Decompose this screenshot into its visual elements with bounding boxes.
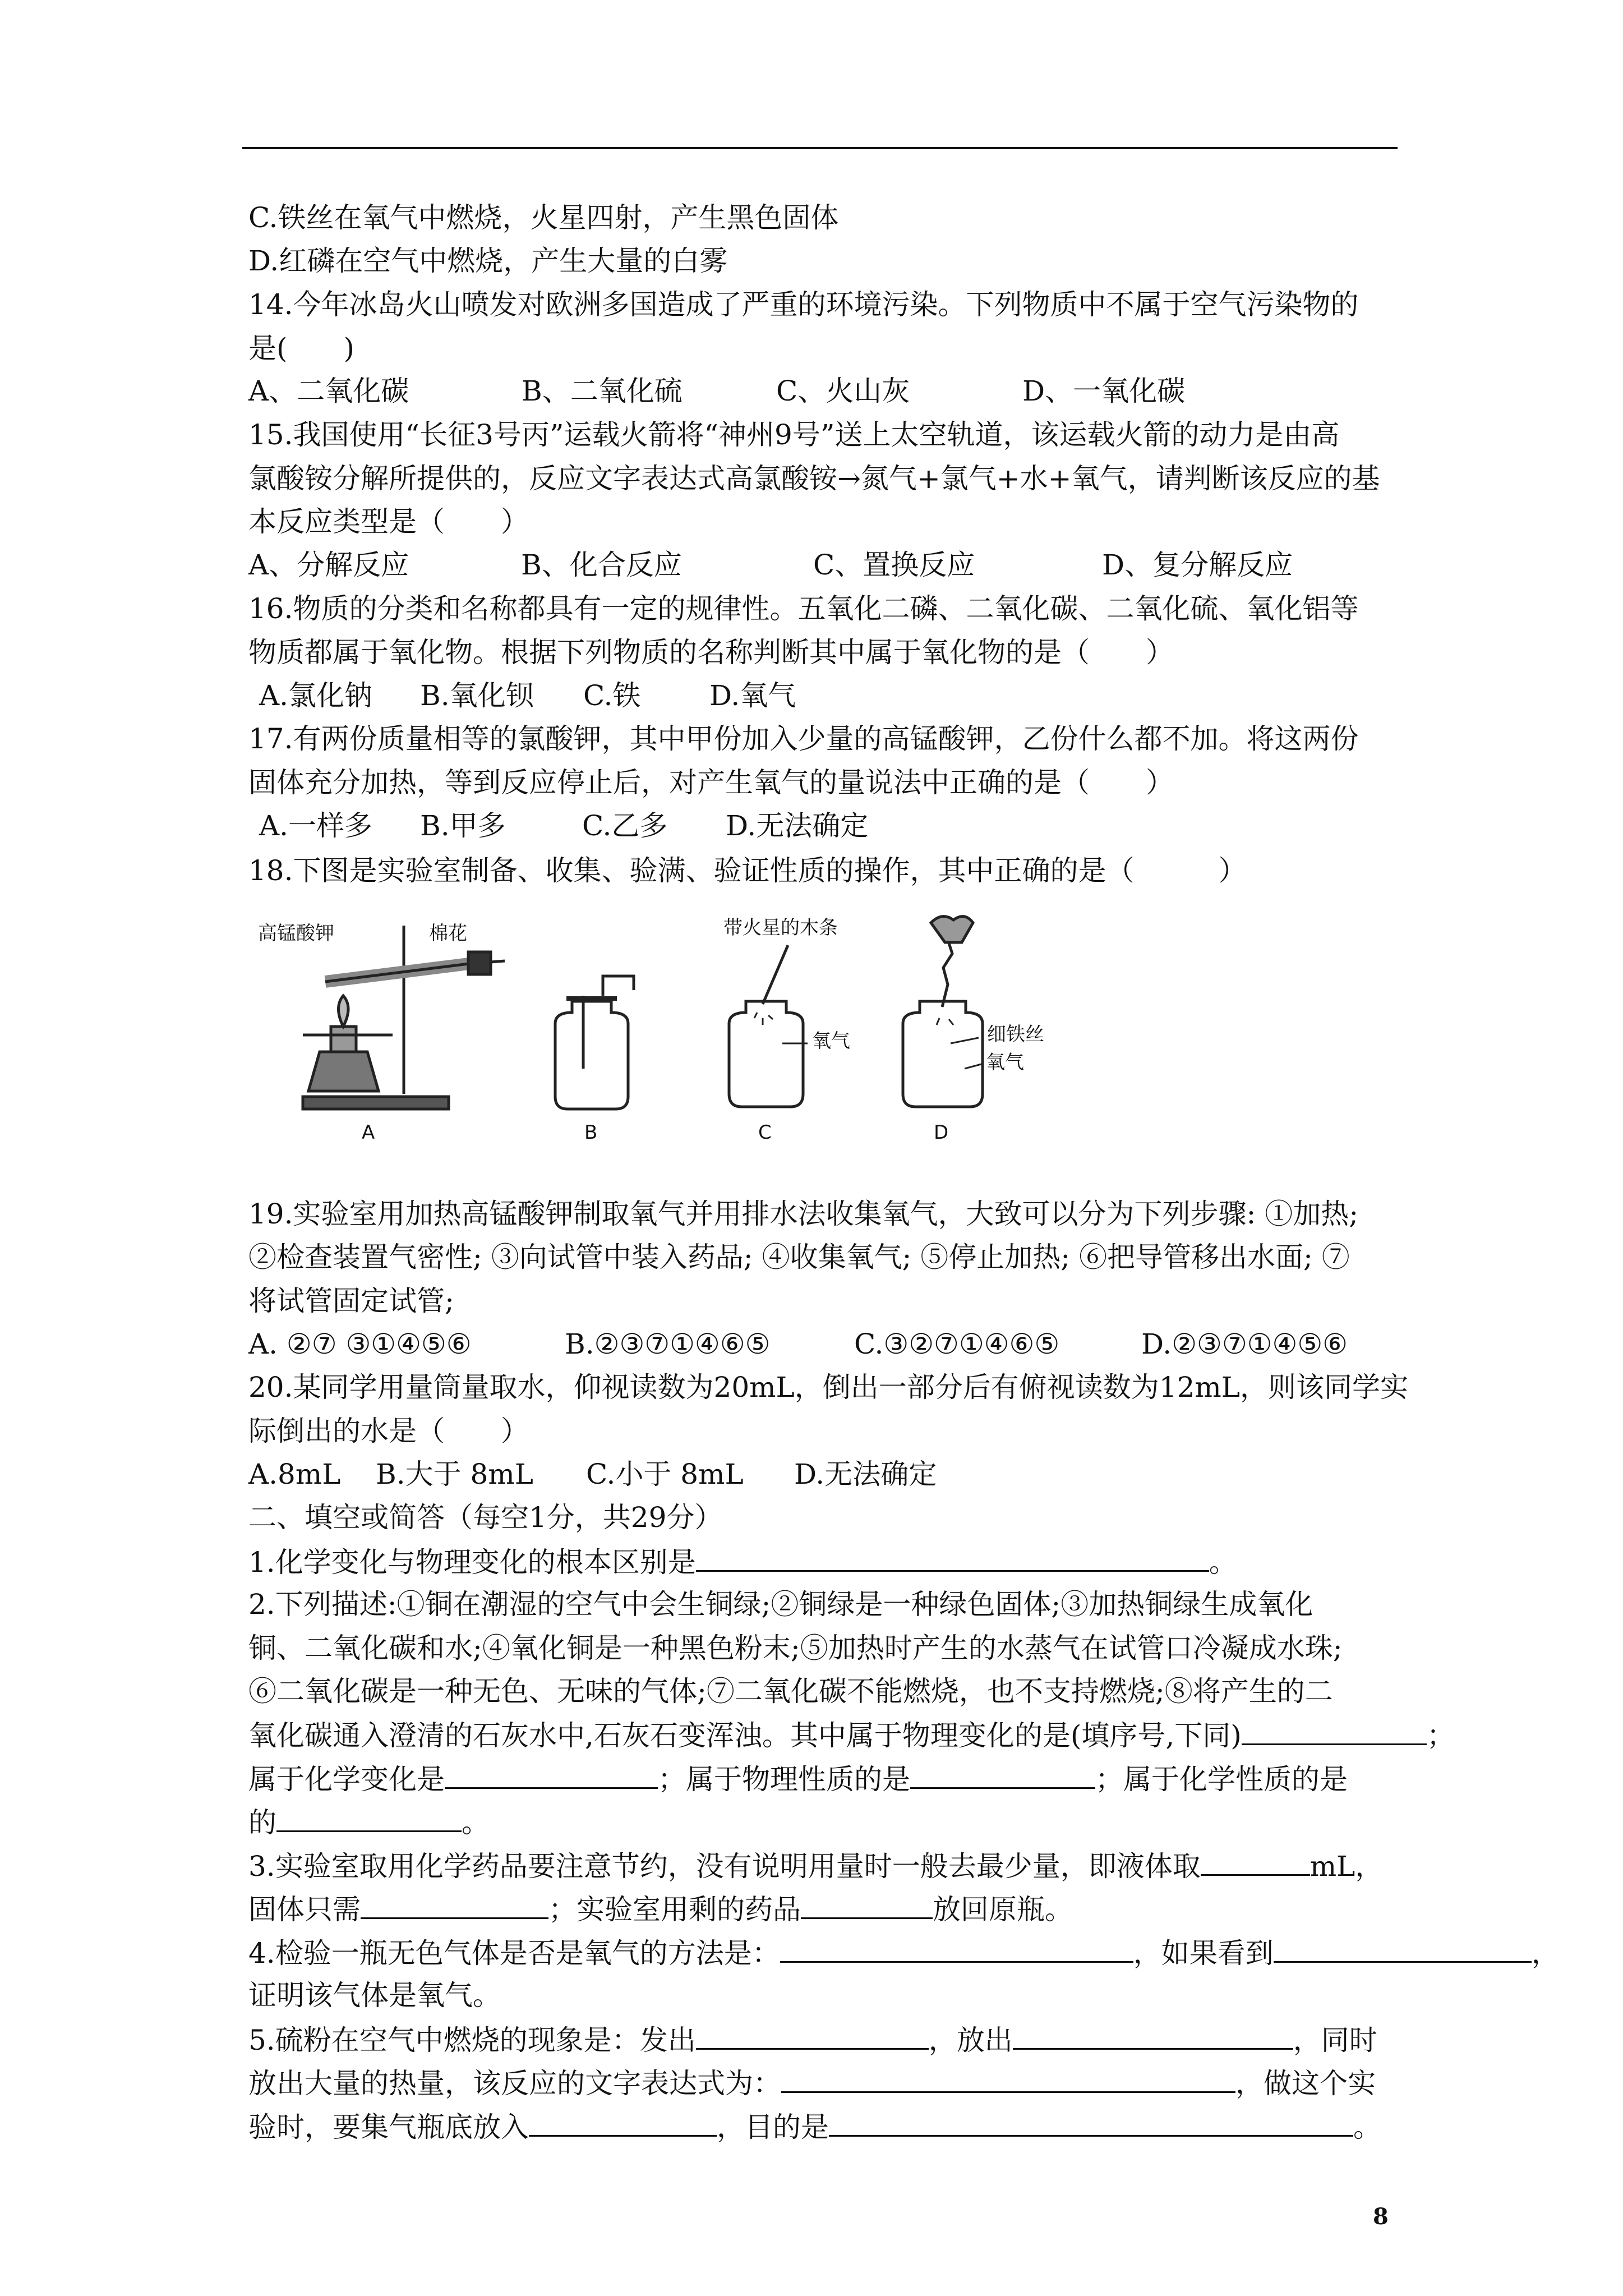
fill-q5-line2: 放出大量的热量，该反应的文字表达式为： ，做这个实 bbox=[248, 2065, 1376, 2100]
option: C.③②⑦①④⑥⑤ bbox=[854, 1328, 1060, 1360]
fill-q2-line6: 的 。 bbox=[248, 1805, 490, 1839]
answer-blank[interactable] bbox=[781, 2065, 1235, 2093]
answer-blank[interactable] bbox=[445, 1761, 658, 1789]
question-19-options bbox=[248, 1327, 1348, 1361]
question-17: 17.有两份质量相等的氯酸钾，其中甲份加入少量的高锰酸钾，乙份什么都不加。将这两份 bbox=[248, 723, 1359, 755]
label-splint: 带火星的木条 bbox=[723, 917, 838, 939]
fill-q2-line3: ⑥二氧化碳是一种无色、无味的气体;⑦二氧化碳不能燃烧，也不支持燃烧;⑧将产生的二 bbox=[248, 1675, 1333, 1708]
option-13c: C.铁丝在氧气中燃烧，火星四射，产生黑色固体 bbox=[248, 201, 839, 234]
option: C.铁 bbox=[583, 679, 641, 712]
option: A、分解反应 bbox=[248, 549, 409, 581]
question-19-cont1: ②检查装置气密性; ③向试管中装入药品; ④收集氧气; ⑤停止加热; ⑥把导管移出水面; ⑦ bbox=[248, 1241, 1350, 1273]
option: D.②③⑦①④⑤⑥ bbox=[1141, 1328, 1348, 1360]
question-16: 16.物质的分类和名称都具有一定的规律性。五氧化二磷、二氧化碳、二氧化硫、氧化铝等 bbox=[248, 592, 1359, 625]
question-20-cont: 际倒出的水是（ ） bbox=[248, 1415, 529, 1447]
page-number: 8 bbox=[1373, 2203, 1389, 2230]
apparatus-b bbox=[555, 976, 634, 1109]
option: B、化合反应 bbox=[521, 549, 682, 581]
fill-q2-line2: 铜、二氧化碳和水;④氧化铜是一种黑色粉末;⑤加热时产生的水蒸气在试管口冷凝成水珠; bbox=[248, 1632, 1343, 1664]
answer-blank[interactable] bbox=[1201, 1848, 1310, 1876]
answer-blank[interactable] bbox=[829, 2109, 1353, 2137]
question-14-options bbox=[248, 374, 1185, 408]
option: C、火山灰 bbox=[776, 375, 910, 407]
label-cotton: 棉花 bbox=[429, 922, 467, 945]
question-15: 15.我国使用“长征3号丙”运载火箭将“神州9号”送上太空轨道，该运载火箭的动力是由高 bbox=[248, 418, 1340, 451]
answer-blank[interactable] bbox=[361, 1892, 548, 1919]
label-a: A bbox=[362, 1121, 375, 1144]
label-oxygen-d: 氧气 bbox=[986, 1051, 1024, 1074]
option: D、一氧化碳 bbox=[1022, 375, 1186, 407]
option: D.无法确定 bbox=[726, 809, 869, 842]
question-20: 20.某同学用量筒量取水，仰视读数为20mL，倒出一部分后有俯视读数为12mL，则该同学实 bbox=[248, 1371, 1408, 1404]
answer-blank[interactable] bbox=[910, 1761, 1095, 1789]
question-16-options bbox=[259, 679, 796, 712]
answer-blank[interactable] bbox=[780, 1935, 1133, 1963]
apparatus-a bbox=[303, 926, 505, 1109]
fill-q1: 1.化学变化与物理变化的根本区别是 。 bbox=[248, 1544, 1237, 1579]
question-17-options bbox=[259, 809, 868, 843]
option: D、复分解反应 bbox=[1102, 549, 1293, 581]
label-d: D bbox=[934, 1121, 949, 1144]
answer-blank[interactable] bbox=[696, 2022, 929, 2050]
answer-blank[interactable] bbox=[529, 2109, 717, 2137]
question-14-cont: 是( ) bbox=[248, 332, 355, 365]
question-15-options bbox=[248, 548, 1293, 582]
option: A、二氧化碳 bbox=[248, 375, 409, 407]
option: A.氯化钠 bbox=[259, 679, 373, 712]
answer-blank[interactable] bbox=[696, 1544, 1209, 1572]
answer-blank[interactable] bbox=[276, 1805, 462, 1832]
question-16-cont: 物质都属于氧化物。根据下列物质的名称判断其中属于氧化物的是（ ） bbox=[248, 636, 1174, 669]
option: B.大于 8mL bbox=[376, 1458, 533, 1490]
fill-q4-line2: 证明该气体是氧气。 bbox=[248, 1979, 501, 2012]
question-19-cont2: 将试管固定试管; bbox=[248, 1285, 454, 1317]
question-15-cont2: 本反应类型是（ ） bbox=[248, 505, 529, 538]
label-b: B bbox=[584, 1121, 598, 1144]
fill-q2-line5: 属于化学变化是 ；属于物理性质的是 ；属于化学性质的是 bbox=[248, 1761, 1348, 1796]
answer-blank[interactable] bbox=[801, 1892, 933, 1919]
section-2-heading: 二、填空或简答（每空1分，共29分） bbox=[248, 1501, 723, 1534]
apparatus-d bbox=[903, 917, 983, 1107]
apparatus-figure bbox=[241, 900, 1419, 1147]
answer-blank[interactable] bbox=[1013, 2022, 1293, 2050]
header-rule bbox=[242, 147, 1398, 149]
option-13d: D.红磷在空气中燃烧，产生大量的白雾 bbox=[248, 245, 728, 277]
label-iron-wire: 细铁丝 bbox=[987, 1023, 1044, 1046]
fill-q5-line1: 5.硫粉在空气中燃烧的现象是：发出 ，放出 ，同时 bbox=[248, 2022, 1377, 2057]
option: D.氧气 bbox=[709, 679, 796, 712]
option: B、二氧化硫 bbox=[522, 375, 683, 407]
question-14: 14.今年冰岛火山喷发对欧洲多国造成了严重的环境污染。下列物质中不属于空气污染物的 bbox=[248, 288, 1359, 321]
fill-q2-line4: 氧化碳通入澄清的石灰水中,石灰石变浑浊。其中属于物理变化的是(填序号,下同) ； bbox=[248, 1718, 1455, 1752]
option: B.②③⑦①④⑥⑤ bbox=[565, 1328, 771, 1360]
fill-q2-line1: 2.下列描述:①铜在潮湿的空气中会生铜绿;②铜绿是一种绿色固体;③加热铜绿生成氧化 bbox=[248, 1588, 1313, 1621]
option: A.一样多 bbox=[259, 809, 373, 842]
label-c: C bbox=[758, 1121, 772, 1144]
option: C.乙多 bbox=[582, 809, 668, 842]
option: D.无法确定 bbox=[794, 1458, 937, 1490]
fill-q3-line2: 固体只需 ；实验室用剩的药品 放回原瓶。 bbox=[248, 1892, 1073, 1926]
option: B.氧化钡 bbox=[420, 679, 534, 712]
apparatus-c bbox=[729, 945, 808, 1107]
fill-q4-line1: 4.检验一瓶无色气体是否是氧气的方法是： ，如果看到 ， bbox=[248, 1935, 1560, 1970]
answer-blank[interactable] bbox=[1242, 1718, 1427, 1745]
question-19: 19.实验室用加热高锰酸钾制取氧气并用排水法收集氧气，大致可以分为下列步骤: ①加热; bbox=[248, 1198, 1359, 1230]
answer-blank[interactable] bbox=[1274, 1935, 1532, 1963]
fill-q5-line3: 验时，要集气瓶底放入 ，目的是 。 bbox=[248, 2109, 1381, 2144]
label-kmno4: 高锰酸钾 bbox=[258, 922, 334, 945]
option: A.8mL bbox=[248, 1458, 341, 1490]
option: A. ②⑦ ③①④⑤⑥ bbox=[248, 1328, 472, 1360]
fill-q3-line1: 3.实验室取用化学药品要注意节约，没有说明用量时一般去最少量，即液体取 mL， bbox=[248, 1848, 1383, 1883]
question-20-options bbox=[248, 1457, 937, 1491]
option: C、置换反应 bbox=[813, 549, 975, 581]
question-17-cont: 固体充分加热，等到反应停止后，对产生氧气的量说法中正确的是（ ） bbox=[248, 766, 1174, 799]
option: B.甲多 bbox=[420, 809, 506, 842]
option: C.小于 8mL bbox=[586, 1458, 744, 1490]
question-15-cont1: 氯酸铵分解所提供的，反应文字表达式高氯酸铵→氮气+氯气+水+氧气，请判断该反应的基 bbox=[248, 462, 1380, 495]
label-oxygen: 氧气 bbox=[812, 1030, 850, 1052]
question-18: 18.下图是实验室制备、收集、验满、验证性质的操作，其中正确的是（ ） bbox=[248, 854, 1247, 887]
